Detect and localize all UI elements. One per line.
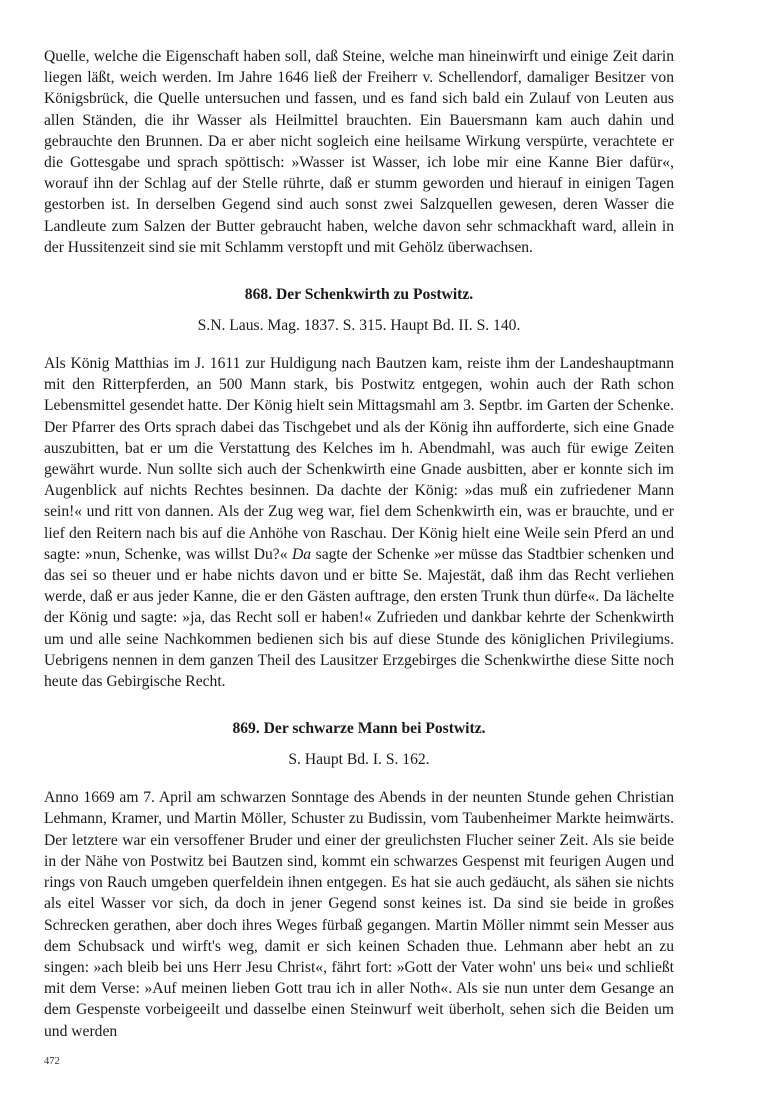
page-content: [44, 46, 674, 1042]
section-868-source: S.N. Laus. Mag. 1837. S. 315. Haupt Bd. II. S. 140.: [197, 317, 521, 335]
section-869-title: 869. Der schwarze Mann bei Postwitz.: [232, 720, 486, 738]
intro-paragraph: Quelle, welche die Eigenschaft haben soll, daß Steine, welche man hineinwirft und einige Zeit darin liegen läßt, weich werden. Im Jahre 1646 ließ der Freiherr v. Schellendorf, damaliger Besitzer von Königsbrück, die Quelle untersuchen und fassen, und es fand sich bald ein Zulauf von Leuten aus allen Ständen, die ihr Wasser als Heilmittel brauchten. Ein Bauersmann kam auch dahin und gebrauchte den Brunnen. Da er aber nicht sogleich eine heilsame Wirkung verspürte, verachtete er die Gottesgabe und sprach spöttisch: »Wasser ist Wasser, ich lobe mir eine Kanne Bier dafür«, worauf ihn der Schlag auf der Stelle rührte, daß er stumm geworden und hierauf in einigen Tagen gestorben ist. In derselben Gegend sind auch sonst zwei Salzquellen gewesen, deren Wasser die Landleute zum Salzen der Butter gebraucht haben, welche davon sehr schmackhaft ward, allein in der Hussitenzeit sind sie mit Schlamm verstopft und mit Gehölz überwachsen.: [44, 48, 674, 256]
section-869-body: Anno 1669 am 7. April am schwarzen Sonntage des Abends in der neunten Stunde gehen Christian Lehmann, Kramer, und Martin Möller, Schuster zu Budissin, vom Taubenheimer Markte heimwärts. Der letztere war ein versoffener Bruder und einer der greulichsten Flucher seiner Zeit. Als sie beide in der Nähe von Postwitz bei Bautzen sind, kommt ein schwarzes Gespenst mit feurigen Augen und rings von Rauch umgeben querfeldein ihnen entgegen. Es hat sie auch gedäucht, als sähen sie nichts als eitel Wasser vor sich, da doch in jener Gegend sonst keines ist. Da sind sie beide in großes Schrecken gerathen, aber doch ihres Weges fürbaß gegangen. Martin Möller nimmt sein Messer aus dem Schubsack und wirft's weg, damit er sich keinen Schaden thue. Lehmann aber hebt an zu singen: »ach bleib bei uns Herr Jesu Christ«, fährt fort: »Gott der Vater wohn' uns bei« und schließt mit dem Verse: »Auf meinen lieben Gott trau ich in aller Noth«. Als sie nun unter dem Gesange an dem Gespenste vorbeigeeilt und dasselbe einen Steinwurf weit überholt, sehen sich die Beiden um und werden: [44, 789, 674, 1040]
section-868-body-italic: Da: [292, 545, 312, 563]
section-868-body-part2: sagte der Schenke »er müsse das Stadtbier schenken und das sei so theuer und er habe nichts davon und er bitte Se. Majestät, daß ihm das Recht verliehen werde, daß er aus jeder Kanne, die er den Gästen auftrage, den ersten Trunk thun dürfe«. Da lächelte der König und sagte: »ja, das Recht soll er haben!« Zufrieden und dankbar kehrte der Schenkwirth um und alle seine Nachkommen bedienen sich bis auf diese Stunde des königlichen Privilegiums. Uebrigens nennen in dem ganzen Theil des Lausitzer Erzgebirges die Schenkwirthe diese Sitte noch heute das Gebirgische Recht.: [44, 545, 674, 691]
section-868-title: 868. Der Schenkwirth zu Postwitz.: [244, 286, 474, 304]
page-number: 472: [44, 1056, 60, 1067]
section-868-body-part1: Als König Matthias im J. 1611 zur Huldigung nach Bautzen kam, reiste ihm der Landeshauptmann mit den Ritterpferden, an 500 Mann stark, bis Postwitz entgegen, wohin auch der Rath schon Lebensmittel gesendet hatte. Der König hielt sein Mittagsmahl am 3. Septbr. im Garten der Schenke. Der Pfarrer des Orts sprach dabei das Tischgebet und als der König ihn aufforderte, sich eine Gnade auszubitten, bat er um die Verstattung des Kelches im h. Abendmahl, was auch für ewige Zeiten gewährt wurde. Nun sollte sich auch der Schenkwirth eine Gnade ausbitten, aber er konnte sich im Augenblick auf nichts Rechtes besinnen. Da dachte der König: »das muß ein zufriedener Mann sein!« und ritt von dannen. Als der Zug weg war, fiel dem Schenkwirth ein, was er brauchte, und er lief den Reitern nach bis auf die Anhöhe von Raschau. Der König hielt eine Weile sein Pferd an und sagte: »nun, Schenke, was willst Du?«: [44, 355, 674, 563]
section-868-body: [44, 353, 674, 692]
section-869-source: S. Haupt Bd. I. S. 162.: [288, 751, 430, 769]
